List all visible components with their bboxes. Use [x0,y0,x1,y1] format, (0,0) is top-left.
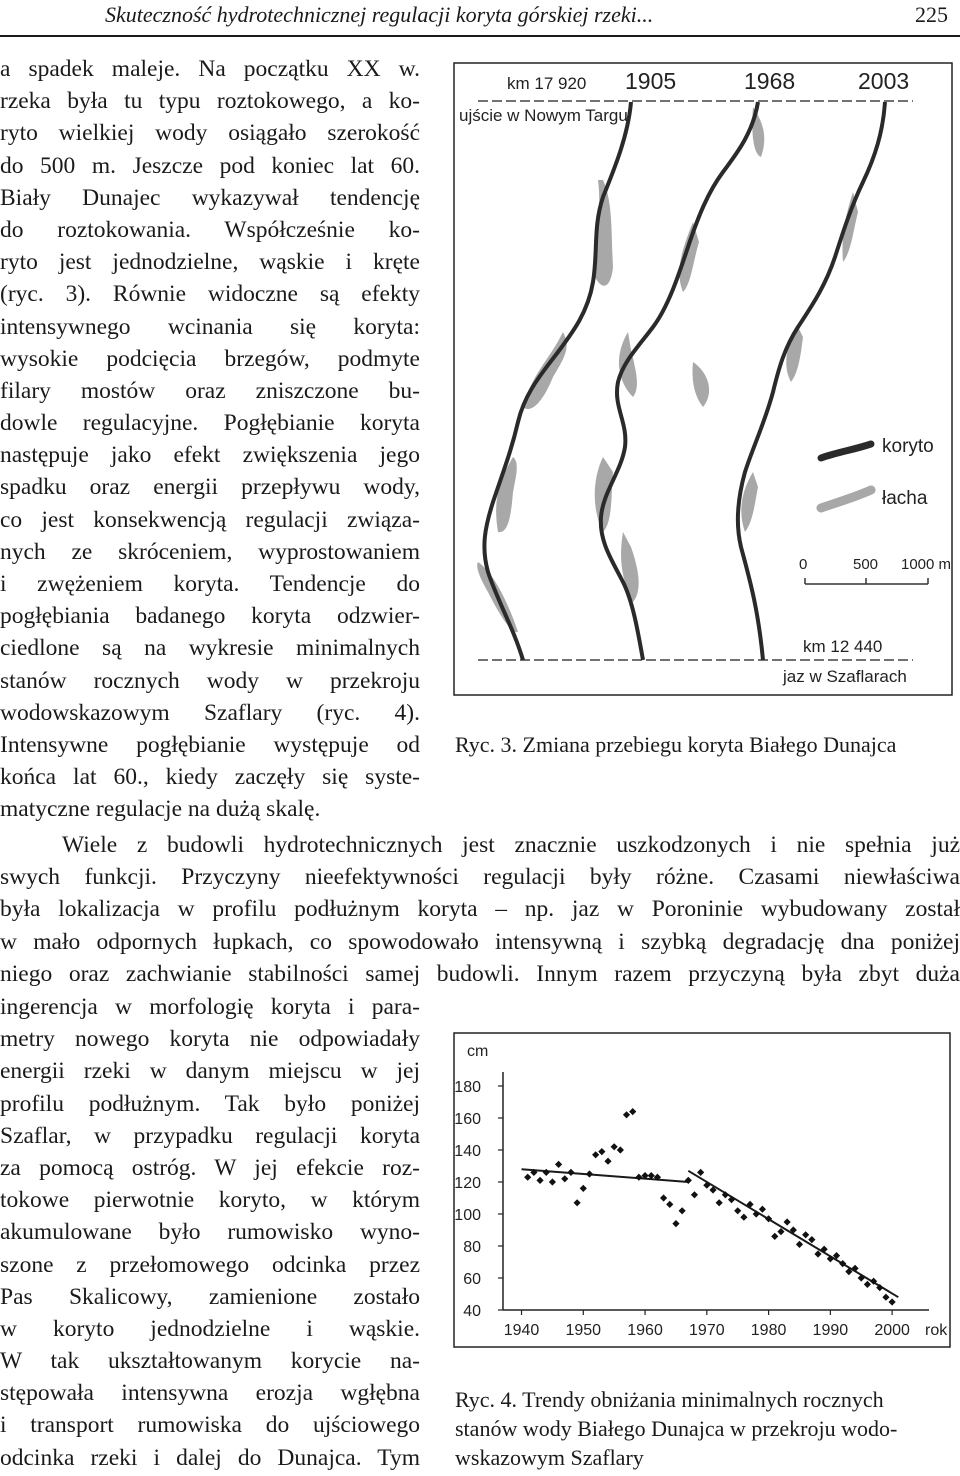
scale-label-0: 0 [799,556,808,573]
x-tick-label: 1990 [812,1322,849,1339]
text-line: a spadek maleje. Na początku XX w. [0,56,420,82]
text-line: w mało odpornych łupkach, co spowodowało intensywną i szybką degradację dna poniżej [0,928,960,955]
x-tick-label: 1940 [503,1322,540,1339]
running-title: Skuteczność hydrotechnicznej regulacji koryta górskiej rzeki... [105,2,654,27]
header-rule [0,35,960,37]
text-line: ciedlone są na wykresie minimalnych [0,635,420,662]
text-line: do roztokowania. Współcześnie ko- [0,216,420,243]
text-line: ingerencja w morfologię koryta i para- [0,994,420,1020]
text-line: intensywnego wcinania się koryta: [0,313,420,340]
text-line: następuje jako efekt zwiększenia jego [0,442,420,469]
text-line: co jest konsekwencją regulacji związa- [0,506,420,533]
text-line: i transport rumowiska do ujściowego [0,1412,420,1439]
y-tick-label: 40 [463,1303,481,1320]
figure-4-caption [455,1385,955,1472]
running-header [0,0,960,40]
chart-frame [454,1033,950,1347]
x-tick-label: 1960 [627,1322,663,1339]
body-text-full-width [0,829,960,990]
y-tick-label: 140 [454,1143,481,1160]
figure-4-chart [453,1032,951,1348]
page-number: 225 [915,2,948,27]
text-line: ryto wielkiej wody osiągało szerokość [0,120,420,147]
water-level-chart [453,1032,951,1348]
text-line: końca lat 60., kiedy zaczęły się syste- [0,764,420,791]
text-line: Intensywne pogłębianie występuje od [0,731,420,758]
figure-3-map [453,62,953,696]
mouth-label: ujście w Nowym Targu [459,106,628,125]
text-line: szone z przełomowego odcinka przez [0,1251,420,1278]
text-line: spadku oraz energii przepływu wody, [0,474,420,501]
x-tick-label: 1980 [750,1322,787,1339]
x-tick-label: 1950 [565,1322,602,1339]
text-line: profilu podłużnym. Tak było poniżej [0,1090,420,1117]
figure-3-caption: Ryc. 3. Zmiana przebiegu koryta Białego Dunajca [455,732,897,757]
text-line: tokowe pierwotnie koryto, w którym [0,1187,420,1214]
scale-label-500: 500 [853,556,879,573]
text-line: filary mostów oraz zniszczone bu- [0,377,420,404]
body-text-column-1 [0,53,420,826]
weir-label: jaz w Szaflarach [783,667,907,686]
scale-label-1000: 1000 m [901,556,952,573]
year-1968-label: 1968 [744,68,796,94]
text-line: wodowskazowym Szaflary (ryc. 4). [0,699,420,726]
text-line: rzeka była tu typu roztokowego, a ko- [0,88,420,115]
body-text-column-2 [0,991,420,1474]
km-top-label: km 17 920 [507,74,587,93]
text-line: Pas Skalicowy, zamienione zostało [0,1283,420,1310]
text-line: ryto jest jednodzielne, wąskie i kręte [0,249,420,276]
text-line: Wiele z budowli hydrotechnicznych jest znacznie uszkodzonych i nie spełnia już [62,832,960,858]
y-tick-label: 100 [454,1207,481,1224]
y-tick-label: 180 [454,1079,481,1096]
y-tick-label: 80 [463,1239,481,1256]
text-line: nych ze skróceniem, wyprostowaniem [0,538,420,565]
text-line: W tak ukształtowanym korycie na- [0,1348,420,1375]
text-line: energii rzeki w danym miejscu w jej [0,1058,420,1085]
text-line: wysokie podcięcia brzegów, podmyte [0,345,420,372]
y-tick-label: 160 [454,1111,481,1128]
y-tick-label: 60 [463,1271,481,1288]
caption-line: Ryc. 4. Trendy obniżania minimalnych rocznych [455,1387,884,1412]
x-axis-unit-label: rok [925,1322,948,1339]
text-line: do 500 m. Jeszcze pod koniec lat 60. [0,152,420,179]
text-line: Szaflar, w przypadku regulacji koryta [0,1122,420,1149]
caption-line: stanów wody Białego Dunajca w przekroju wodo- [455,1416,898,1441]
text-line: odcinka rzeki i dalej do Dunajca. Tym [0,1444,420,1471]
text-line: pogłębiania badanego koryta odzwier- [0,603,420,630]
text-line: stępowała intensywna erozja wgłębna [0,1380,420,1407]
km-bottom-label: km 12 440 [803,637,883,656]
text-line: i zwężeniem koryta. Tendencje do [0,571,420,597]
text-line: dowle regulacyjne. Pogłębianie koryta [0,410,420,437]
year-1905-label: 1905 [625,68,677,94]
text-line: akumulowane było rumowisko wyno- [0,1219,420,1246]
text-line: matyczne regulacje na dużą skalę. [0,796,321,823]
text-line: w koryto jednodzielne i wąskie. [0,1315,420,1342]
year-2003-label: 2003 [858,68,910,94]
y-axis-unit-label: cm [467,1043,489,1060]
x-tick-label: 1970 [689,1322,725,1339]
text-line: za pomocą ostróg. W jej efekcie roz- [0,1154,420,1181]
text-line: (ryc. 3). Równie widoczne są efekty [0,281,420,308]
text-line: swych funkcji. Przyczyny nieefektywności regulacji były różne. Czasami niewłaściwa [0,864,960,891]
channel-map [453,62,953,696]
x-tick-label: 2000 [874,1322,910,1339]
text-line: niego oraz zachwianie stabilności samej budowli. Innym razem przyczyną była zbyt duża [0,960,960,987]
legend-bar-label: łacha [882,488,928,509]
text-line: Biały Dunajec wykazywał tendencję [0,184,420,211]
text-line: była lokalizacja w profilu podłużnym koryta – np. jaz w Poroninie wybudowany został [0,896,960,923]
y-tick-label: 120 [454,1175,481,1192]
caption-line: wskazowym Szaflary [455,1445,644,1470]
legend-channel-label: koryto [882,436,934,457]
text-line: stanów rocznych wody w przekroju [0,667,420,694]
text-line: metry nowego koryta nie odpowiadały [0,1026,420,1053]
